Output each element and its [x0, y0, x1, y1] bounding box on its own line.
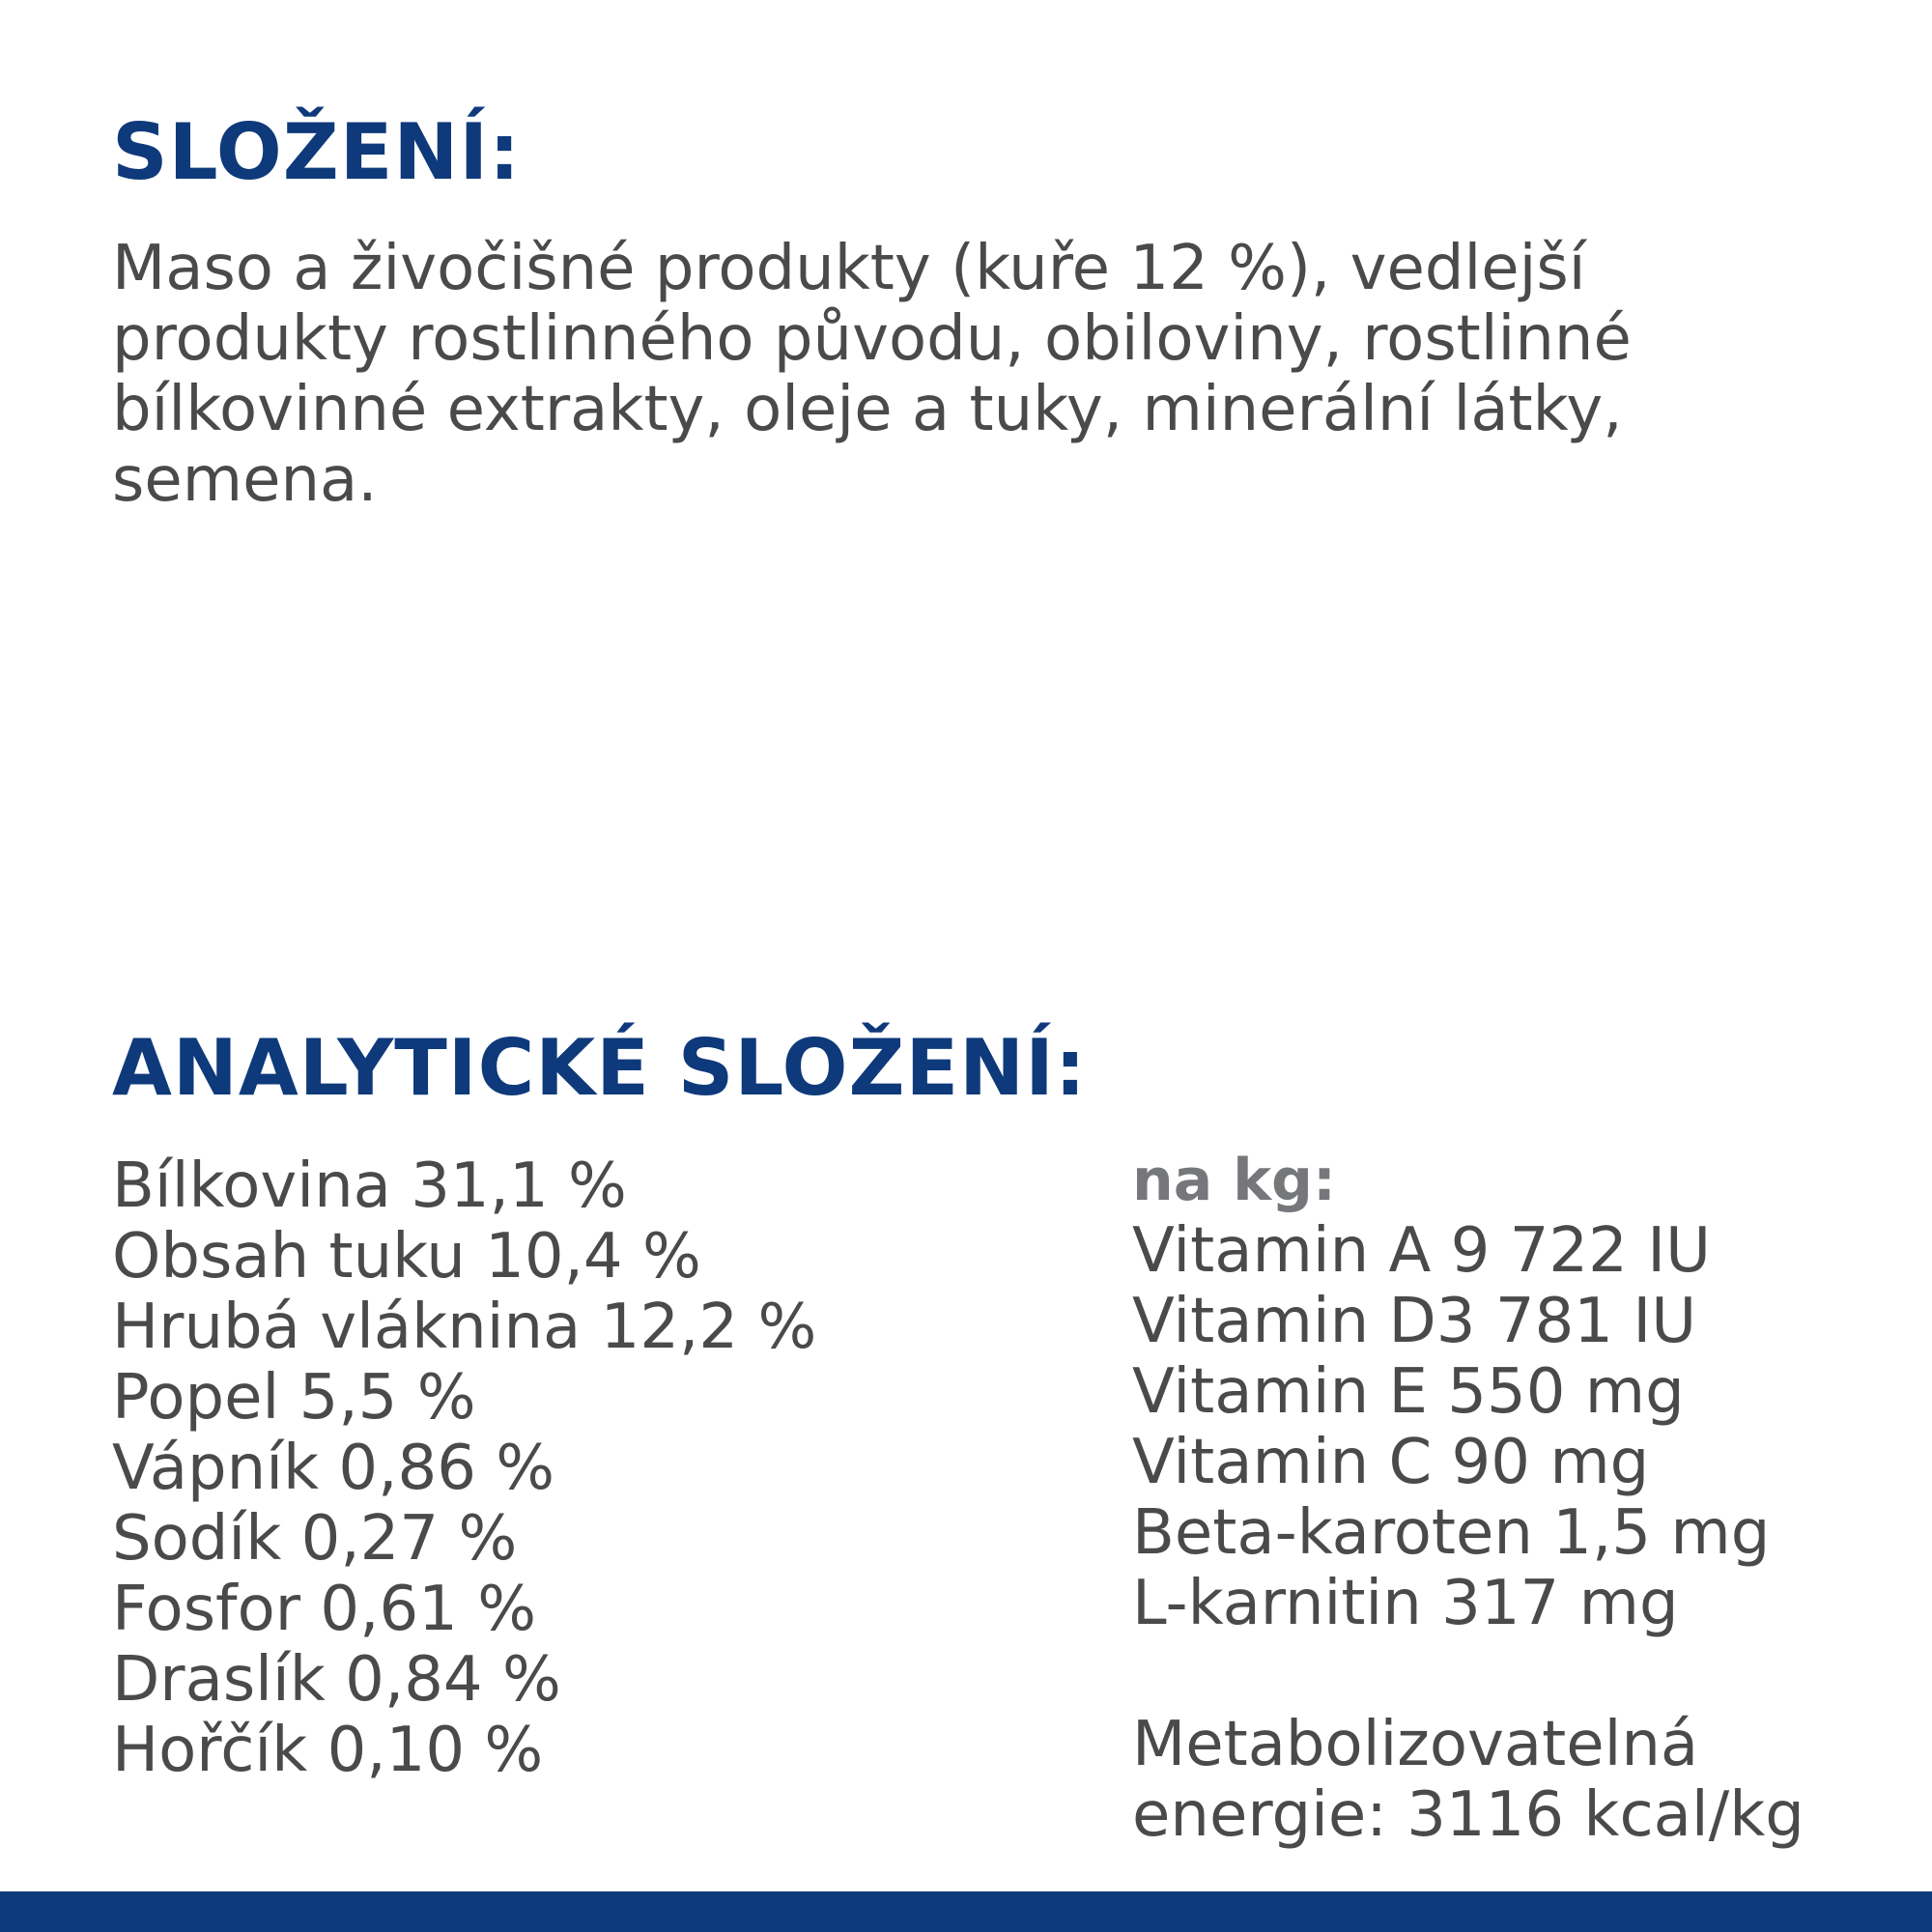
list-item: Fosfor 0,61 %: [112, 1574, 537, 1645]
vitamins-list: [1132, 1216, 1905, 1639]
list-item: Sodík 0,27 %: [112, 1503, 518, 1575]
per-kg-column: [1132, 1146, 1905, 1851]
list-item: Draslík 0,84 %: [112, 1644, 561, 1716]
list-item: Vitamin D3 781 IU: [1132, 1286, 1697, 1357]
list-item: L-karnitin 317 mg: [1132, 1568, 1679, 1639]
list-item: Hrubá vláknina 12,2 %: [112, 1292, 817, 1363]
list-item: Beta-karoten 1,5 mg: [1132, 1497, 1771, 1569]
metabolizable-energy: [1132, 1710, 1905, 1851]
list-item: Vitamin C 90 mg: [1132, 1427, 1650, 1498]
per-kg-label: na kg:: [1132, 1147, 1336, 1214]
ingredients-line: semena.: [112, 444, 378, 516]
analytical-composition-heading: ANALYTICKÉ SLOŽENÍ:: [112, 1023, 1087, 1113]
list-item: Popel 5,5 %: [112, 1362, 476, 1434]
list-item: Vitamin A 9 722 IU: [1132, 1215, 1711, 1287]
list-item: Vápník 0,86 %: [112, 1433, 555, 1504]
bottom-brand-bar: [0, 1891, 1932, 1932]
composition-heading: SLOŽENÍ:: [112, 107, 522, 197]
list-item: Hořčík 0,10 %: [112, 1715, 544, 1786]
list-item: Vitamin E 550 mg: [1132, 1356, 1685, 1428]
list-item: Bílkovina 31,1 %: [112, 1151, 627, 1222]
energy-line: Metabolizovatelná: [1132, 1709, 1699, 1780]
ingredients-line: Maso a živočišné produkty (kuře 12 %), vedlejší: [112, 233, 1586, 304]
ingredients-line: bílkovinné extrakty, oleje a tuky, minerální látky,: [112, 374, 1623, 445]
analytical-constituents-list: [112, 1151, 816, 1786]
energy-line: energie: 3116 kcal/kg: [1132, 1779, 1804, 1851]
ingredients-line: produkty rostlinného původu, obiloviny, rostlinné: [112, 303, 1632, 375]
list-item: Obsah tuku 10,4 %: [112, 1221, 701, 1293]
ingredients-text: [112, 234, 1851, 516]
